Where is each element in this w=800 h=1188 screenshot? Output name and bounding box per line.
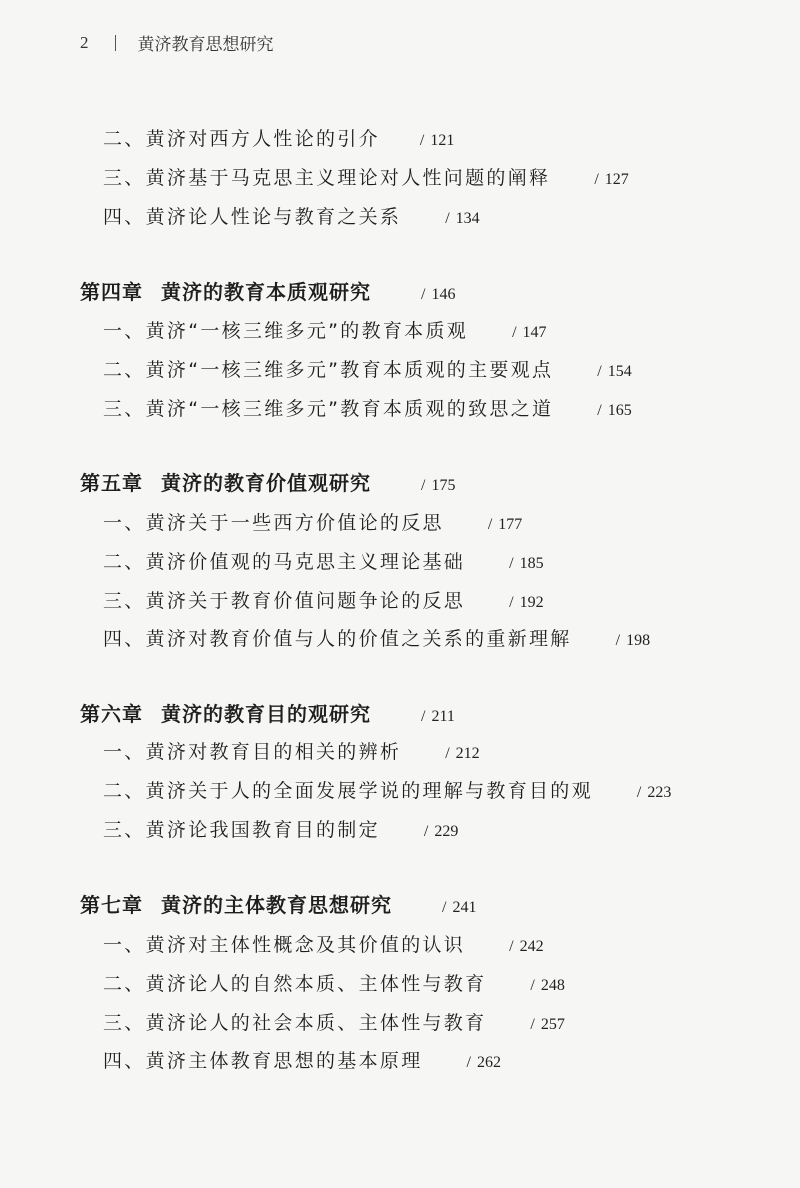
toc-page-ref [488, 516, 522, 534]
toc-chapter-entry[interactable] [80, 467, 455, 496]
page-ref-number: 257 [540, 1016, 565, 1033]
toc-section-entry[interactable] [103, 969, 565, 996]
page-ref-slash: / [421, 477, 426, 494]
section-title: 二、黄济对西方人性论的引介 [103, 128, 380, 150]
chapter-title: 黄济的教育价值观研究 [161, 471, 371, 495]
toc-section-entry[interactable] [103, 124, 454, 151]
page-ref-slash: / [594, 171, 599, 188]
chapter-number: 第四章 [80, 280, 143, 304]
section-title: 二、黄济关于人的全面发展学说的理解与教育目的观 [103, 780, 593, 802]
section-title: 三、黄济基于马克思主义理论对人性问题的阐释 [103, 167, 551, 189]
page-ref-slash: / [597, 402, 602, 419]
toc-page-ref [509, 594, 543, 612]
toc-section-entry[interactable] [103, 394, 632, 421]
page-number: 2 [80, 32, 89, 52]
toc-section-entry[interactable] [103, 1008, 565, 1035]
toc-section-entry[interactable] [103, 930, 544, 957]
page-ref-slash: / [487, 516, 493, 533]
page-ref-slash: / [509, 555, 514, 572]
toc-chapter-entry[interactable] [80, 889, 476, 918]
toc-chapter-entry[interactable] [80, 276, 455, 305]
toc-page-ref [424, 823, 458, 841]
toc-page-ref [509, 555, 543, 573]
toc-page-ref [512, 324, 546, 342]
section-title: 二、黄济价值观的马克思主义理论基础 [103, 551, 466, 573]
toc-page-ref [467, 1054, 501, 1072]
toc-page-ref [421, 708, 455, 726]
page-ref-slash: / [445, 210, 450, 227]
page-ref-number: 229 [434, 823, 459, 840]
section-title: 二、黄济“一核三维多元”教育本质观的主要观点 [103, 359, 554, 381]
page-ref-number: 248 [540, 977, 565, 994]
page-ref-number: 242 [519, 938, 544, 955]
page-ref-number: 185 [519, 555, 544, 572]
toc-page-ref [421, 286, 455, 304]
header-divider [115, 35, 116, 51]
chapter-number: 第五章 [80, 471, 143, 495]
toc-page-ref [530, 977, 564, 995]
page-ref-slash: / [423, 823, 429, 840]
section-title: 三、黄济关于教育价值问题争论的反思 [103, 590, 466, 612]
page-ref-slash: / [597, 363, 602, 380]
toc-section-entry[interactable] [103, 163, 629, 190]
chapter-number: 第七章 [80, 893, 143, 917]
toc-page-ref [421, 477, 455, 495]
section-title: 一、黄济“一核三维多元”的教育本质观 [103, 320, 469, 342]
toc-section-entry[interactable] [103, 508, 522, 535]
page-ref-slash: / [512, 324, 517, 341]
toc-section-entry[interactable] [103, 547, 544, 574]
toc-page-ref [597, 363, 631, 381]
section-title: 四、黄济对教育价值与人的价值之关系的重新理解 [103, 628, 572, 650]
section-title: 四、黄济论人性论与教育之关系 [103, 206, 402, 228]
page-ref-number: 154 [607, 363, 632, 380]
toc-section-entry[interactable] [103, 202, 480, 229]
section-title: 三、黄济“一核三维多元”教育本质观的致思之道 [103, 398, 554, 420]
toc-section-entry[interactable] [103, 1046, 501, 1073]
toc-page-ref [597, 402, 631, 420]
running-head [80, 30, 274, 55]
section-title: 一、黄济对主体性概念及其价值的认识 [103, 934, 466, 956]
section-title: 三、黄济论我国教育目的制定 [103, 819, 380, 841]
page-ref-slash: / [421, 286, 426, 303]
page-ref-number: 262 [476, 1054, 501, 1071]
page-ref-number: 165 [607, 402, 632, 419]
page-ref-number: 241 [452, 899, 477, 916]
toc-page-ref [509, 938, 543, 956]
page-ref-number: 211 [431, 708, 455, 725]
page-ref-number: 198 [626, 632, 651, 649]
book-title: 黄济教育思想研究 [137, 35, 274, 55]
section-title: 一、黄济关于一些西方价值论的反思 [103, 512, 444, 534]
page-ref-number: 212 [455, 745, 480, 762]
toc-page-ref [445, 210, 479, 228]
toc-page-ref [420, 132, 454, 150]
page-ref-number: 146 [431, 286, 456, 303]
chapter-title: 黄济的主体教育思想研究 [161, 893, 392, 917]
toc-section-entry[interactable] [103, 355, 632, 382]
page-ref-slash: / [530, 977, 535, 994]
page-ref-slash: / [509, 594, 514, 611]
page-ref-slash: / [419, 132, 425, 149]
page-ref-slash: / [442, 899, 447, 916]
page-ref-number: 223 [647, 784, 672, 801]
page-ref-number: 127 [604, 171, 629, 188]
toc-section-entry[interactable] [103, 586, 544, 613]
toc-section-entry[interactable] [103, 737, 480, 764]
toc-section-entry[interactable] [103, 776, 671, 803]
toc-chapter-entry[interactable] [80, 698, 455, 727]
toc-section-entry[interactable] [103, 316, 547, 343]
toc-page-ref [530, 1016, 564, 1034]
page-ref-number: 147 [522, 324, 547, 341]
toc-page-ref [445, 745, 479, 763]
section-title: 三、黄济论人的社会本质、主体性与教育 [103, 1012, 487, 1034]
page-ref-slash: / [615, 632, 621, 649]
chapter-number: 第六章 [80, 702, 143, 726]
page-ref-slash: / [445, 745, 450, 762]
toc-page-ref [616, 632, 650, 650]
page-ref-slash: / [509, 938, 514, 955]
chapter-title: 黄济的教育本质观研究 [161, 280, 371, 304]
toc-section-entry[interactable] [103, 624, 650, 651]
section-title: 一、黄济对教育目的相关的辨析 [103, 741, 402, 763]
page-ref-slash: / [466, 1054, 471, 1071]
toc-page-ref [442, 899, 476, 917]
page-ref-number: 175 [431, 477, 456, 494]
page-ref-number: 121 [430, 132, 455, 149]
page-ref-slash: / [636, 784, 642, 801]
page-ref-number: 134 [455, 210, 480, 227]
toc-page-ref [637, 784, 671, 802]
toc-section-entry[interactable] [103, 815, 458, 842]
toc-page-ref [594, 171, 628, 189]
section-title: 二、黄济论人的自然本质、主体性与教育 [103, 973, 487, 995]
page-ref-slash: / [530, 1016, 535, 1033]
page-ref-number: 192 [519, 594, 544, 611]
page-ref-slash: / [421, 708, 426, 725]
chapter-title: 黄济的教育目的观研究 [161, 702, 371, 726]
page-ref-number: 177 [498, 516, 523, 533]
section-title: 四、黄济主体教育思想的基本原理 [103, 1050, 423, 1072]
